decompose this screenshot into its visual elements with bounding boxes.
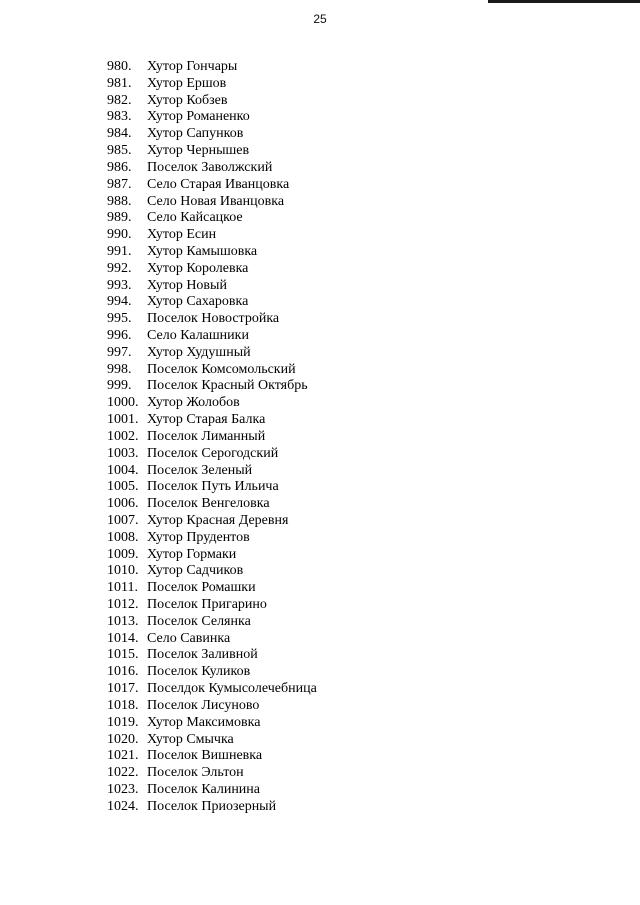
list-item [107,647,317,664]
entry-number: 993. [107,277,132,293]
entry-number: 980. [107,59,132,74]
settlement-name: Поселок Лисуново [147,697,260,713]
list-item [107,799,317,816]
list-item [107,782,317,799]
page-number: 25 [313,12,327,26]
list-item [107,631,317,648]
list-item [107,378,317,395]
settlement-name: Поселок Вишневка [147,748,263,764]
settlement-name: Поселок Красный Октябрь [147,378,308,394]
list-item [107,563,317,580]
entry-number: 1005. [107,479,139,495]
list-item [107,177,317,194]
list-item [107,513,317,530]
entry-number: 998. [107,361,132,377]
list-item [107,715,317,732]
settlement-name: Поселок Новостройка [147,311,280,327]
list-item [107,311,317,328]
settlement-name: Хутор Есин [147,227,217,243]
settlement-name: Село Кайсацкое [147,210,243,226]
list-item [107,547,317,564]
list-item [107,160,317,177]
entry-number: 1017. [107,681,139,697]
entry-number: 992. [107,260,132,276]
entry-number: 1001. [107,412,139,428]
settlement-name: Хутор Жолобов [147,395,240,411]
entry-number: 1004. [107,462,139,478]
settlement-name: Хутор Новый [147,277,227,293]
entry-number: 982. [107,92,132,108]
list-item [107,614,317,631]
entry-number: 1011. [107,580,138,596]
entry-number: 1014. [107,630,139,646]
entry-number: 999. [107,378,132,394]
settlement-name: Поселдок Кумысолечебница [147,681,317,697]
settlement-name: Хутор Садчиков [147,563,244,579]
entry-number: 986. [107,159,132,175]
entry-number: 1002. [107,428,139,444]
entry-number: 997. [107,344,132,360]
entry-number: 1021. [107,748,139,764]
settlement-list [107,59,317,816]
list-item [107,429,317,446]
list-item [107,59,317,76]
list-item [107,227,317,244]
list-item [107,479,317,496]
list-item [107,446,317,463]
settlement-name: Хутор Худушный [147,344,251,360]
entry-number: 1008. [107,529,139,545]
entry-number: 1003. [107,445,139,461]
settlement-name: Поселок Лиманный [147,428,266,444]
entry-number: 1012. [107,597,139,612]
entry-number: 1007. [107,512,139,528]
entry-number: 996. [107,328,132,343]
entry-number: 1023. [107,781,139,797]
list-item [107,698,317,715]
entry-number: 1024. [107,798,139,814]
entry-number: 988. [107,193,132,209]
list-item [107,210,317,227]
settlement-name: Хутор Гончары [147,59,238,74]
list-item [107,664,317,681]
entry-number: 1018. [107,697,139,713]
entry-number: 994. [107,294,132,310]
settlement-name: Поселок Заволжский [147,159,273,175]
list-item [107,681,317,698]
settlement-name: Поселок Эльтон [147,765,244,781]
entry-number: 989. [107,210,132,226]
list-item [107,496,317,513]
settlement-name: Село Новая Иванцовка [147,193,285,209]
list-item [107,732,317,749]
list-item [107,261,317,278]
settlement-name: Хутор Максимовка [147,714,261,730]
list-item [107,328,317,345]
settlement-name: Поселок Заливной [147,647,258,663]
settlement-name: Хутор Сапунков [147,126,244,142]
list-item [107,294,317,311]
settlement-name: Поселок Комсомольский [147,361,296,377]
settlement-name: Хутор Чернышев [147,143,250,159]
list-item [107,143,317,160]
list-item [107,530,317,547]
settlement-name: Село Старая Иванцовка [147,176,290,192]
entry-number: 987. [107,176,132,192]
entry-number: 1006. [107,496,139,512]
entry-number: 1013. [107,613,139,629]
list-item [107,580,317,597]
list-item [107,76,317,93]
settlement-name: Поселок Путь Ильича [147,479,279,495]
list-item [107,765,317,782]
entry-number: 1000. [107,395,139,411]
settlement-name: Хутор Кобзев [147,92,228,108]
entry-number: 990. [107,227,132,243]
list-item [107,412,317,429]
list-item [107,748,317,765]
entry-number: 995. [107,311,132,327]
list-item [107,395,317,412]
settlement-name: Хутор Ершов [147,75,227,91]
settlement-name: Поселок Селянка [147,613,251,629]
list-item [107,345,317,362]
settlement-name: Поселок Куликов [147,664,251,680]
settlement-name: Поселок Пригарино [147,597,267,612]
settlement-name: Хутор Прудентов [147,529,250,545]
settlement-name: Поселок Ромашки [147,580,256,596]
list-item [107,244,317,261]
entry-number: 991. [107,243,132,259]
settlement-name: Поселок Серогодский [147,445,279,461]
settlement-name: Хутор Гормаки [147,546,237,562]
list-item [107,93,317,110]
settlement-name: Хутор Королевка [147,260,249,276]
list-item [107,194,317,211]
settlement-name: Поселок Приозерный [147,798,277,814]
settlement-name: Поселок Венгеловка [147,496,270,512]
list-item [107,109,317,126]
entry-number: 981. [107,75,132,91]
settlement-name: Хутор Смычка [147,731,234,747]
entry-number: 984. [107,126,132,142]
entry-number: 985. [107,143,132,159]
settlement-name: Село Калашники [147,328,249,343]
settlement-name: Поселок Зеленый [147,462,253,478]
settlement-name: Хутор Камышовка [147,243,258,259]
entry-number: 1019. [107,714,139,730]
settlement-name: Поселок Калинина [147,781,261,797]
settlement-name: Хутор Сахаровка [147,294,249,310]
list-item [107,278,317,295]
entry-number: 1015. [107,647,139,663]
settlement-name: Хутор Старая Балка [147,412,266,428]
list-item [107,463,317,480]
list-item [107,126,317,143]
entry-number: 983. [107,109,132,125]
settlement-name: Хутор Романенко [147,109,250,125]
entry-number: 1016. [107,664,139,680]
entry-number: 1009. [107,546,139,562]
entry-number: 1022. [107,765,139,781]
entry-number: 1010. [107,563,139,579]
list-item [107,362,317,379]
settlement-name: Хутор Красная Деревня [147,512,289,528]
entry-number: 1020. [107,731,139,747]
list-item [107,597,317,614]
settlement-name: Село Савинка [147,630,231,646]
top-edge-rule [488,0,640,3]
